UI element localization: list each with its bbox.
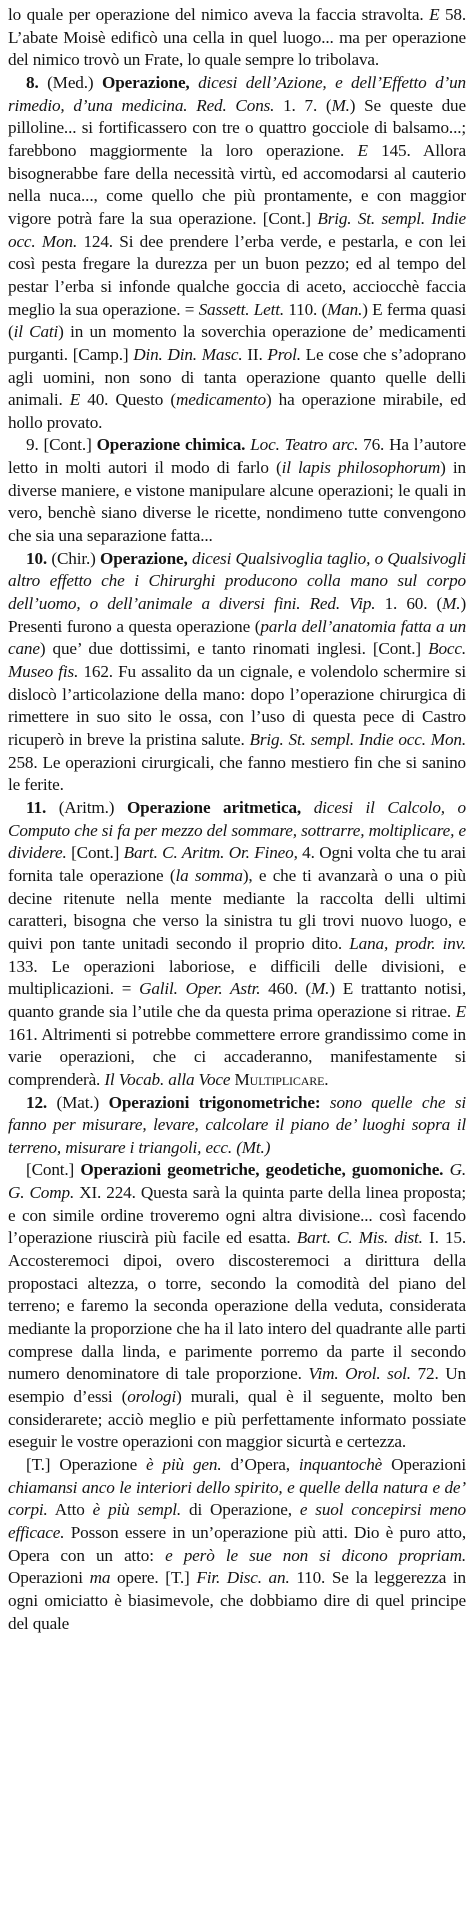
italic-run: dicesi dell’Azione, e dell’Effetto d’un rimedio, d’una medicina. Red. Cons. — [8, 72, 466, 115]
text-run: lo quale per operazione del nimico aveva la faccia stravolta. — [8, 5, 430, 24]
text-run: (Med.) — [47, 72, 102, 92]
italic-run: Lana, prodr. inv. — [349, 933, 466, 953]
text-run: 110. Se la leggerezza in ogni omiciatto è biasimevole, che dobbiamo dire di quel principe del quale — [8, 1568, 467, 1633]
italic-run: Bart. C. Aritm. Or. Fineo, — [123, 843, 298, 863]
smallcaps-run: XI — [79, 1183, 98, 1203]
text-run: ) in diverse maniere, e vistone manipulare alcune operazioni; le quali in vero, benchè siano diverse le ricette, nondimeno tutte convengono che sia una separazione fatta... — [8, 458, 466, 546]
text-run: 460. ( — [260, 979, 311, 999]
entry-paragraph — [8, 72, 466, 435]
italic-run: Fir. Disc. an. — [196, 1568, 290, 1588]
italic-run: e suol concepirsi meno efficace. — [8, 1500, 466, 1542]
text-run: . — [324, 1069, 329, 1089]
smallcaps-run: Multiplicare — [234, 1069, 325, 1089]
italic-run: E — [429, 5, 440, 24]
italic-run: è più sempl. — [92, 1500, 182, 1520]
text-run: [Cont.] — [26, 1160, 81, 1180]
text-run: 110. ( — [284, 299, 328, 319]
text-run: 133. Le operazioni laboriose, e difficili delle divisioni, e multiplicazioni. = — [8, 956, 466, 999]
entry-paragraph — [8, 4, 466, 72]
text-run: ) Presenti furono a questa operazione ( — [8, 594, 467, 636]
text-run: 145. Allora bisognerabbe fare della necessità virtù, ed accomodarsi al cauterio nella nuca..., come quello che più prontamente, e con maggior vigore potrà fare la sua operazione. [Cont.] — [8, 140, 466, 228]
text-run: ) ha operazione mirabile, ed hollo provato. — [8, 390, 466, 432]
italic-run: sono quelle che si fanno per misurare, levare, calcolare il piano de’ luoghi sopra il terreno, misurare i triangoli, ecc. (Mt.) — [8, 1092, 466, 1157]
italic-run: Vim. Orol. sol. — [308, 1364, 411, 1384]
italic-run: dicesi il Calcolo, o Computo che si fa per mezzo del sommare, sottrarre, moltiplicare, e dividere. — [8, 797, 467, 863]
text-run: 161. Altrimenti si potrebbe commettere errore grandissimo come in varie operazioni, che ci accaderanno, manifestamente si comprenderà. — [8, 1024, 466, 1089]
text-run: di Operazione, — [181, 1500, 300, 1520]
text-run: ) murali, qual è il seguente, molto ben considerarete; acciò meglio e più perfettamente informato possiate eseguir le vostre operazioni con maggior sicurtà e certezza. — [8, 1387, 466, 1452]
entry-paragraph — [8, 1159, 466, 1454]
italic-run: Din. Din. Masc. — [133, 344, 243, 364]
italic-run: il Cati — [13, 322, 59, 342]
bold-run: Operazione aritmetica, — [126, 797, 314, 817]
italic-run: Prol. — [267, 344, 301, 364]
bold-run: Operazione, — [100, 548, 193, 568]
entry-paragraph — [8, 797, 466, 1092]
text-run: ) E ferma quasi ( — [8, 299, 466, 342]
text-run: 9. — [26, 435, 44, 455]
text-run: Atto — [47, 1500, 93, 1520]
italic-run: M. — [311, 979, 330, 999]
text-run: Operazioni — [8, 1568, 90, 1588]
bold-run: 10. — [26, 548, 52, 568]
text-run: ) in un momento la soverchia operazione de’ medicamenti purganti. [Camp.] — [8, 322, 466, 364]
italic-run: Brig. St. sempl. Indie occ. Mon. — [249, 730, 466, 749]
italic-run: è più gen. — [146, 1455, 222, 1474]
bold-run: 12. — [26, 1092, 57, 1112]
italic-run: M. — [331, 95, 350, 115]
italic-run: la somma — [175, 865, 243, 885]
text-run: [Cont.] — [66, 843, 124, 863]
text-run: ) E trattanto notisi, quanto grande sia l’utile che da questa prima operazione si ritrae. — [8, 979, 466, 1021]
bold-run: Operazione, — [101, 72, 199, 92]
text-run: (Mat.) — [56, 1092, 109, 1112]
text-run: 40. Questo ( — [80, 390, 176, 410]
bold-run: 8. — [26, 72, 48, 92]
text-run: opere. [T.] — [110, 1568, 197, 1588]
smallcaps-run: II — [247, 344, 259, 364]
italic-run: medicamento — [175, 390, 266, 410]
italic-run: ma — [89, 1568, 111, 1588]
italic-run: E — [357, 140, 368, 160]
bold-run: Operazioni trigonometriche: — [108, 1092, 330, 1112]
entry-paragraph — [8, 548, 466, 797]
text-run: Le cose che s’adoprano agli uomini, non sono di tanta operazione quanto quelle delli animali. — [8, 344, 466, 410]
italic-run: chiamansi anco le interiori dello spirito, e quelle della natura e de’ corpi. — [8, 1477, 466, 1520]
smallcaps-run: I — [429, 1228, 435, 1248]
bold-run: Operazione chimica. — [96, 435, 251, 455]
text-run: . 15. Accosteremoci dipoi, overo discosteremoci a dirittura della propostaci altezza, o torre, secondo la comodità del piano del terreno; e faremo la seconda operazione della veduta, considerata mediante la proporzione che ha il lato intero del quadrante alle parti comprese dalla linda, e parimente porremo da parte il secondo numero denominatore di tale proporzione. — [8, 1228, 466, 1384]
text-run: ) Se queste due pilloline... si fortificassero con tre o quattro gocciole di balsamo...; farebbono maggiormente la loro operazione. — [8, 95, 466, 160]
entry-paragraph — [8, 434, 466, 547]
entry-paragraph — [8, 1454, 466, 1635]
bold-run: 11. — [26, 797, 59, 817]
text-run: 72. Un esempio d’essi ( — [8, 1364, 466, 1407]
italic-run: orologi — [127, 1387, 177, 1407]
italic-run: parla dell’anatomia fatta a un cane — [8, 616, 467, 659]
italic-run: Loc. Teatro arc. — [250, 435, 359, 455]
text-run: d’Opera, — [221, 1455, 299, 1474]
italic-run: e però le sue non si dicono propriam. — [165, 1545, 466, 1565]
bold-run: Operazioni geometriche, geodetiche, guomoniche. — [80, 1160, 450, 1180]
italic-run: G. G. Comp. — [8, 1160, 466, 1203]
text-run: 1. 7. ( — [274, 95, 332, 115]
italic-run: E — [455, 1001, 466, 1021]
text-run: (Chir.) — [51, 548, 101, 568]
italic-run: Bart. C. Mis. dist. — [296, 1228, 423, 1248]
italic-run: M. — [442, 594, 461, 614]
text-run: ), e che ti avanzarà o una o più decine ritenute nella mente mediante la raccolta delli ultimi caratteri, bisogna che verso la sinistra tu gli trovi nuovo luogo, e quivi pon tante unitadi secondo il proprio dito. — [8, 865, 466, 953]
italic-run: dicesi Qualsivoglia taglio, o Qualsivogli altro effetto che i Chirurghi producono colla mano sul corpo dell’uomo, o dell’animale a diversi fini. Red. Vip. — [8, 548, 466, 614]
text-run: 58. L’abate Moisè edificò una cella in quel luogo... ma per operazione del nimico trovò un Frate, lo quale sempre lo tribolava. — [8, 5, 466, 70]
text-run: . 224. Questa sarà la quinta parte della linea proposta; e con simile ordine troveremo ogni altra divisione... così facendo l’operazione riuscirà più facile ed esatta. — [8, 1183, 466, 1248]
italic-run: inquantochè — [298, 1455, 383, 1474]
text-run: 76. Ha l’autore letto in molti autori il modo di farlo ( — [8, 435, 466, 478]
italic-run: Man. — [327, 299, 363, 319]
text-run: 4. Ogni volta che tu arai fornita tale operazione ( — [8, 843, 466, 885]
text-run: . — [258, 344, 268, 364]
text-run: 162. Fu assalito da un cignale, e volendolo schermire si dislocò l’articolazione della mano: dopo l’operazione chirurgica di rimettere in suo sito le ossa, con l’uso di questa pece di Castro ricuperò in breve la pristina salute. — [8, 662, 467, 749]
text-run: 124. Si dee prendere l’erba verde, e pestarla, e con lei così pesta fregare la durezza per un buon pezzo; ed al tempo del pestar l’erba si infonde qualche goccia di aceto, acciocchè faccia meglio la sua operazione. = — [8, 231, 466, 319]
italic-run: Bocc. Museo fis. — [8, 639, 466, 682]
text-run: 1. 60. ( — [375, 594, 443, 614]
italic-run: Galil. Oper. Astr. — [139, 979, 261, 999]
entry-paragraph — [8, 1092, 466, 1160]
italic-run: il lapis philosophorum — [281, 458, 441, 478]
italic-run: Il Vocab. alla Voce — [104, 1069, 231, 1089]
text-run: (Aritm.) — [58, 797, 127, 817]
italic-run: E — [69, 390, 81, 410]
text-run: [T.] Operazione — [26, 1455, 147, 1474]
text-run: 258. Le operazioni cirurgicali, che fanno mestiero fin che si sanino le ferite. — [8, 752, 466, 795]
italic-run: Brig. St. sempl. Indie occ. Mon. — [8, 208, 466, 251]
text-run: ) que’ due dottissimi, e tanto rinomati inglesi. [Cont.] — [39, 639, 429, 659]
text-run: [Cont.] — [43, 435, 97, 455]
text-run: Operazioni — [382, 1455, 466, 1474]
text-run: Posson essere in un’operazione più atti. Dio è puro atto, Opera con un atto: — [8, 1522, 466, 1565]
italic-run: Sassett. Lett. — [198, 299, 285, 319]
